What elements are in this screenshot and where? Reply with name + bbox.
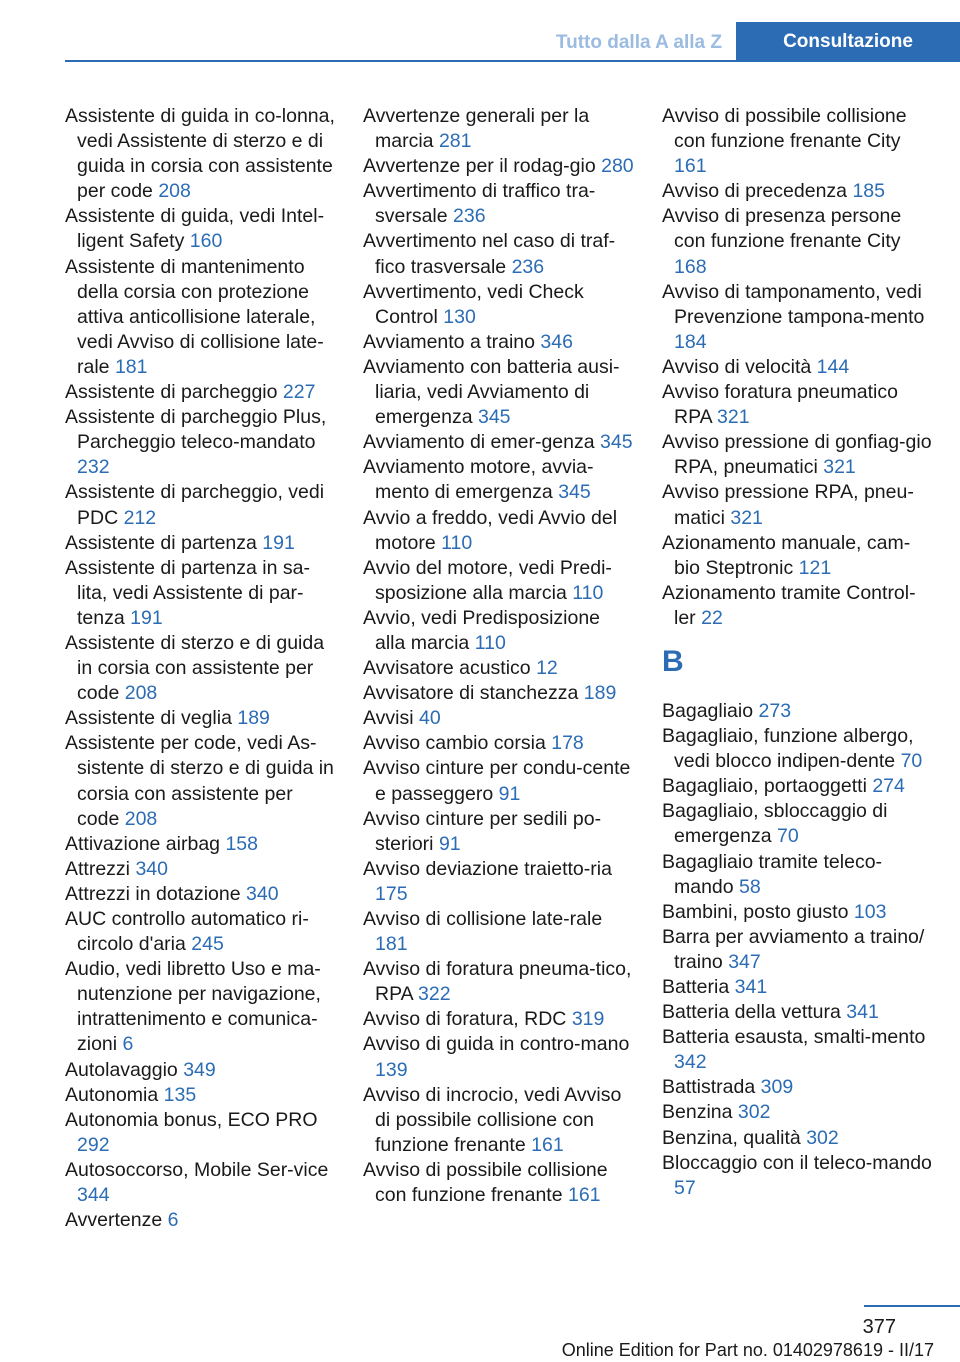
index-entry: Batteria della vettura 341 (662, 1001, 879, 1024)
page-link[interactable]: 236 (453, 205, 486, 228)
index-entry: Bagagliaio, portaoggetti 274 (662, 775, 905, 798)
page-link[interactable]: 184 (674, 330, 707, 353)
page-link[interactable]: 110 (441, 531, 473, 554)
page-link[interactable]: 292 (77, 1133, 110, 1156)
index-column-3 (662, 104, 934, 1201)
index-column-1 (65, 104, 337, 1233)
page-link[interactable]: 309 (760, 1076, 794, 1099)
index-entry: Avviamento motore, avvia-mento di emergenza 345 (363, 456, 594, 504)
index-entry: Bambini, posto giusto 103 (662, 900, 887, 923)
index-entry: Assistente di parcheggio, vedi PDC 212 (65, 481, 325, 529)
index-entry: Avviamento di emer-genza 345 (363, 431, 633, 454)
page-link[interactable]: 110 (474, 631, 506, 654)
index-entry: Attrezzi in dotazione 340 (65, 882, 279, 905)
index-entry: Avvertimento di traffico tra-sversale 236 (363, 180, 596, 228)
index-entry: Avvio, vedi Predisposizione alla marcia 110 (363, 606, 601, 654)
page-link[interactable]: 189 (583, 682, 617, 705)
index-entry: Avviso di possibile collisione con funzione frenante 161 (363, 1158, 608, 1207)
page-link[interactable]: 121 (798, 556, 832, 579)
page-link[interactable]: 273 (758, 699, 792, 722)
index-entry: Autonomia bonus, ECO PRO 292 (65, 1108, 318, 1156)
page-link[interactable]: 160 (189, 230, 223, 253)
index-entry: Avviso di precedenza 185 (662, 180, 885, 203)
index-entry: Bagagliaio 273 (662, 699, 792, 722)
index-entry: Bagagliaio, sbloccaggio di emergenza 70 (662, 800, 888, 848)
page-link[interactable]: 347 (728, 950, 761, 973)
page-number: 377 (862, 1316, 896, 1338)
index-entry: Avvertenze per il rodag-gio 280 (363, 155, 634, 178)
page-link[interactable]: 281 (438, 130, 472, 153)
index-entry: Assistente di parcheggio Plus, Parcheggio teleco-mandato 232 (65, 406, 327, 479)
page-link[interactable]: 346 (540, 330, 573, 353)
page-link[interactable]: 12 (536, 657, 558, 680)
index-entry: Avviamento con batteria ausi-liaria, vedi Avviamento di emergenza 345 (363, 355, 620, 429)
page-link[interactable]: 341 (846, 1001, 879, 1024)
page-link[interactable]: 158 (225, 832, 258, 855)
index-entry: Avvertimento, vedi Check Control 130 (363, 280, 584, 328)
page-link[interactable]: 342 (674, 1051, 707, 1074)
index-entry: Attrezzi 340 (65, 857, 168, 880)
page-link[interactable]: 349 (183, 1058, 216, 1081)
page-link[interactable]: 274 (872, 775, 905, 798)
page-link[interactable]: 345 (477, 406, 511, 429)
index-entry: Avvisi 40 (363, 707, 441, 730)
page-link[interactable]: 321 (823, 456, 856, 479)
page-link[interactable]: 280 (601, 155, 634, 178)
index-entry: Avviso cinture per sedili po-steriori 91 (363, 807, 602, 855)
page-link[interactable]: 70 (900, 750, 923, 773)
edition-note: Online Edition for Part no. 01402978619 - II/17 (561, 1340, 934, 1360)
index-entry: Audio, vedi libretto Uso e ma-nutenzione per navigazione, intrattenimento e comunica-zioni 6 (65, 958, 321, 1056)
index-entry: Autonomia 135 (65, 1083, 197, 1106)
index-entry: Avviso pressione di gonfiag-gio RPA, pneumatici 321 (662, 431, 932, 479)
index-entry: Avvertenze 6 (65, 1209, 179, 1232)
page-link[interactable]: 302 (737, 1101, 771, 1124)
index-entry: Azionamento manuale, cam-bio Steptronic 121 (662, 531, 911, 579)
page-link[interactable]: 144 (816, 355, 850, 378)
index-entry: Avvisatore di stanchezza 189 (363, 682, 617, 705)
page-link[interactable]: 91 (438, 832, 461, 855)
page-header (0, 0, 960, 62)
index-entry: Autolavaggio 349 (65, 1058, 216, 1081)
index-entry: Autosoccorso, Mobile Ser-vice 344 (65, 1158, 329, 1207)
index-entry: Avviamento a traino 346 (363, 330, 573, 353)
page-link[interactable]: 161 (531, 1133, 564, 1156)
page-link[interactable]: 40 (419, 707, 441, 730)
index-entry: Bagagliaio, funzione albergo, vedi blocco indipen-dente 70 (662, 725, 923, 773)
index-entry: Avviso di velocità 144 (662, 355, 850, 378)
page-link[interactable]: 91 (498, 782, 521, 805)
page-link[interactable]: 185 (852, 180, 885, 203)
index-entry: Assistente di partenza in sa-lita, vedi Assistente di par-tenza 191 (65, 556, 310, 629)
chapter-tab: Consultazione (736, 22, 960, 62)
index-entry: Avviso di foratura, RDC 319 (363, 1008, 605, 1031)
page-link[interactable]: 135 (163, 1083, 197, 1106)
page-link[interactable]: 110 (572, 581, 604, 604)
index-entry: Assistente di guida, vedi Intel-ligent Safety 160 (65, 205, 325, 253)
page-link[interactable]: 321 (730, 506, 763, 529)
page-link[interactable]: 161 (567, 1184, 601, 1207)
page-link[interactable]: 236 (511, 255, 545, 278)
page-link[interactable]: 191 (130, 606, 163, 629)
page-link[interactable]: 22 (701, 606, 723, 629)
index-entry: Avviso cinture per condu-cente e passeggero 91 (363, 757, 631, 805)
index-column-2 (363, 104, 635, 1208)
page-link[interactable]: 321 (717, 406, 750, 429)
index-entry: Assistente di sterzo e di guida in corsia con assistente per code 208 (65, 631, 325, 705)
page-link[interactable]: 208 (124, 807, 158, 830)
page-link[interactable]: 208 (124, 682, 158, 705)
page-link[interactable]: 189 (237, 707, 270, 730)
page-link[interactable]: 344 (77, 1184, 110, 1207)
page-link[interactable]: 345 (600, 431, 633, 454)
section-title: Tutto dalla A alla Z (555, 32, 722, 53)
index-entry: Bloccaggio con il teleco-mando 57 (662, 1151, 932, 1199)
page-link[interactable]: 322 (418, 983, 451, 1006)
page-link[interactable]: 161 (674, 155, 707, 178)
index-entry: Avvio a freddo, vedi Avvio del motore 110 (363, 506, 618, 554)
page-link[interactable]: 302 (806, 1126, 839, 1149)
section-letter-b: B (662, 644, 684, 678)
index-entry: Assistente di parcheggio 227 (65, 381, 316, 404)
index-entry: Avviso pressione RPA, pneu-matici 321 (662, 481, 914, 529)
index-entry: Avvisatore acustico 12 (363, 657, 558, 680)
index-entry: Avvio del motore, vedi Predi-sposizione alla marcia 110 (363, 556, 612, 604)
index-entry: Azionamento tramite Control-ler 22 (662, 581, 916, 629)
index-entry: Assistente di partenza 191 (65, 531, 295, 554)
index-entry: Avvertimento nel caso di traf-fico trasversale 236 (363, 230, 616, 278)
page-link[interactable]: 139 (375, 1058, 408, 1081)
page-link[interactable]: 212 (123, 506, 157, 529)
footer-rule (864, 1305, 960, 1307)
page-link[interactable]: 227 (282, 381, 316, 404)
page-link[interactable]: 181 (114, 355, 148, 378)
page-link[interactable]: 6 (122, 1033, 134, 1056)
page-link[interactable]: 232 (77, 456, 110, 479)
index-entry: Bagagliaio tramite teleco-mando 58 (662, 850, 883, 898)
page-link[interactable]: 208 (158, 180, 191, 203)
page-link[interactable]: 103 (853, 900, 887, 923)
index-entry: AUC controllo automatico ri-circolo d'aria 245 (65, 908, 309, 956)
page-link[interactable]: 341 (734, 976, 768, 998)
page-link[interactable]: 130 (443, 305, 476, 328)
index-entry: Assistente per code, vedi As-sistente di sterzo e di guida in corsia con assistente per code 208 (65, 732, 334, 830)
index-entry: Benzina, qualità 302 (662, 1126, 839, 1149)
index-entry: Avvertenze generali per la marcia 281 (363, 105, 590, 153)
page-link[interactable]: 319 (571, 1008, 605, 1031)
page-link[interactable]: 345 (558, 481, 591, 504)
page-link[interactable]: 58 (739, 875, 761, 898)
index-entry: Avviso di possibile collisione con funzione frenante City 161 (662, 105, 907, 178)
index-entry: Assistente di mantenimento della corsia con protezione attiva anticollisione laterale, vedi Avviso di collisione late-rale 181 (65, 255, 324, 378)
index-entry: Avviso foratura pneumatico RPA 321 (662, 381, 898, 429)
index-entry: Avviso di presenza persone con funzione frenante City 168 (662, 205, 902, 278)
page-link[interactable]: 168 (674, 255, 707, 278)
page-link[interactable]: 245 (191, 933, 224, 956)
index-entry: Avviso di incrocio, vedi Avviso di possibile collisione con funzione frenante 161 (363, 1083, 622, 1156)
page-link[interactable]: 191 (262, 531, 295, 554)
index-entry: Avviso cambio corsia 178 (363, 732, 584, 755)
page-link[interactable]: 181 (375, 933, 408, 956)
index-entry: Attivazione airbag 158 (65, 832, 258, 855)
index-entry: Avviso di foratura pneuma-tico, RPA 322 (363, 958, 632, 1006)
index-entry: Batteria esausta, smalti-mento 342 (662, 1026, 926, 1074)
page-link[interactable]: 70 (776, 825, 799, 848)
index-entry: Avviso deviazione traietto-ria 175 (363, 857, 612, 905)
index-entry: Batteria 341 (662, 976, 768, 998)
page-link[interactable]: 340 (135, 857, 168, 880)
index-entry: Barra per avviamento a traino/ traino 347 (662, 925, 925, 973)
index-entry: Battistrada 309 (662, 1076, 794, 1099)
index-entry: Avviso di guida in contro-mano 139 (363, 1033, 630, 1081)
index-entry: Assistente di veglia 189 (65, 707, 270, 730)
index-entry: Benzina 302 (662, 1101, 771, 1124)
page-link[interactable]: 57 (674, 1176, 696, 1199)
page-link[interactable]: 6 (167, 1209, 179, 1232)
page-link[interactable]: 175 (375, 882, 408, 905)
page-link[interactable]: 178 (551, 732, 584, 755)
index-entry: Avviso di tamponamento, vedi Prevenzione tampona-mento 184 (662, 280, 925, 353)
index-entry: Assistente di guida in co-lonna, vedi Assistente di sterzo e di guida in corsia con assistente per code 208 (65, 105, 335, 203)
index-entry: Avviso di collisione late-rale 181 (363, 908, 603, 956)
page-link[interactable]: 340 (246, 882, 279, 905)
